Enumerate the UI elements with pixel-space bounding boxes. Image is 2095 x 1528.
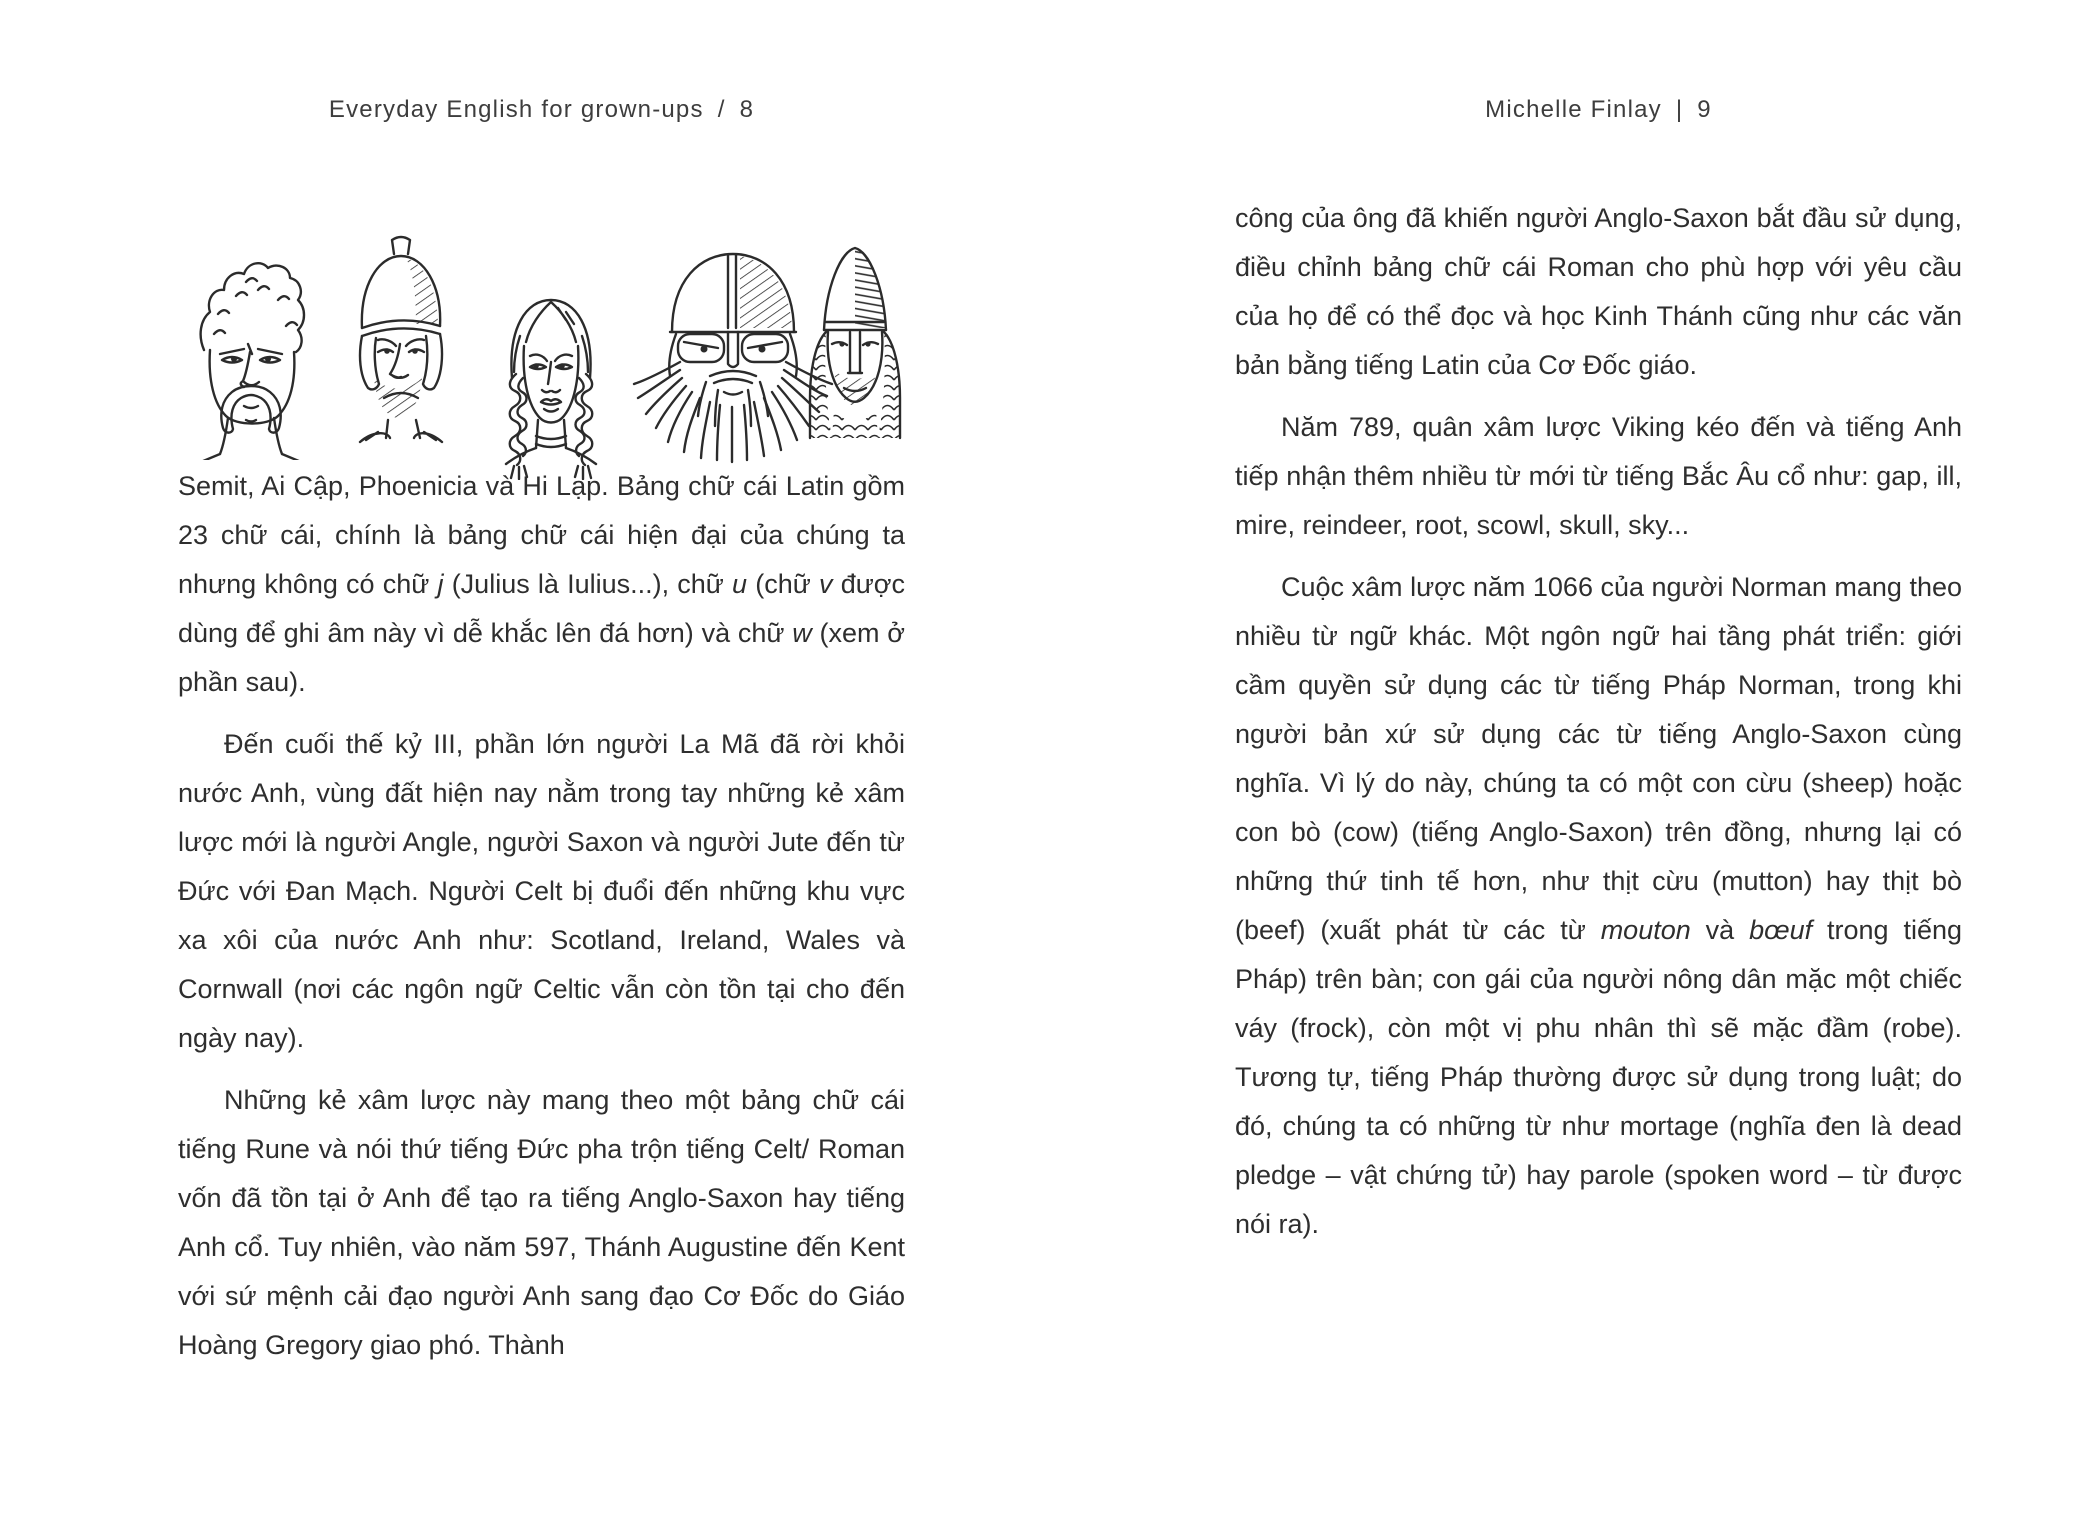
paragraph: Những kẻ xâm lược này mang theo một bảng chữ cái tiếng Rune và nói thứ tiếng Đức pha trộn tiếng Celt/ Roman vốn đã tồn tại ở Anh để tạo ra tiếng Anglo-Saxon hay tiếng Anh cổ. Tuy nhiên, vào năm 597, Thánh Augustine đến Kent với sứ mệnh cải đạo người Anh sang đạo Cơ Đốc do Giáo Hoàng Gregory giao phó. Thành — [178, 1085, 905, 1360]
paragraph: Cuộc xâm lược năm 1066 của người Norman mang theo nhiều từ ngữ khác. Một ngôn ngữ hai tầng phát triển: giới cầm quyền sử dụng các từ tiếng Pháp Norman, trong khi người bản xứ sử dụng các từ tiếng Anglo-Saxon cùng nghĩa. Vì lý do này, chúng ta có một con cừu (sheep) hoặc con bò (cow) (tiếng Anglo-Saxon) trên đồng, nhưng lại có những thứ tinh tế hơn, như thịt cừu (mutton) hay thịt bò (beef) (xuất phát từ các từ mouton và bœuf trong tiếng Pháp) trên bàn; con gái của người nông dân mặc một chiếc váy (frock), còn một vị phu nhân thì sẽ mặc đầm (robe). Tương tự, tiếng Pháp thường được sử dụng trong luật; do đó, chúng ta có những từ như mortage (nghĩa đen là dead pledge – vật chứng tử) hay parole (spoken word – từ được nói ra). — [1235, 572, 1962, 1239]
right-page — [1235, 0, 1962, 1528]
saxon-woman-braids-head-icon — [486, 256, 616, 480]
norman-conical-helmet-mail-head-icon — [790, 232, 920, 454]
page-number-left: 8 — [739, 96, 755, 123]
paragraph: Năm 789, quân xâm lược Viking kéo đến và tiếng Anh tiếp nhận thêm nhiều từ mới từ tiếng Bắc Âu cổ như: gap, ill, mire, reindeer, root, scowl, skull, sky... — [1235, 412, 1962, 540]
roman-soldier-helmet-head-icon — [330, 228, 472, 444]
left-body-text — [178, 462, 905, 1383]
paragraph: Semit, Ai Cập, Phoenicia và Hi Lạp. Bảng chữ cái Latin gồm 23 chữ cái, chính là bảng chữ cái hiện đại của chúng ta nhưng không có chữ j (Julius là Iulius...), chữ u (chữ v được dùng để ghi âm này vì dễ khắc lên đá hơn) và chữ w (xem ở phần sau). — [178, 471, 905, 697]
header-separator: / — [717, 96, 726, 123]
five-heads-illustration — [178, 226, 905, 480]
right-body-text — [1235, 194, 1962, 1262]
author-name: Michelle Finlay — [1485, 96, 1662, 123]
left-page — [178, 0, 905, 1528]
book-title: Everyday English for grown-ups — [328, 96, 704, 123]
celt-curly-hair-head-icon — [184, 248, 318, 460]
running-header-right — [1235, 96, 1962, 124]
paragraph: công của ông đã khiến người Anglo-Saxon bắt đầu sử dụng, điều chỉnh bảng chữ cái Roman cho phù hợp với yêu cầu của họ để có thể đọc và học Kinh Thánh cũng như các văn bản bằng tiếng Latin của Cơ Đốc giáo. — [1235, 203, 1962, 380]
paragraph: Đến cuối thế kỷ III, phần lớn người La Mã đã rời khỏi nước Anh, vùng đất hiện nay nằm trong tay những kẻ xâm lược mới là người Angle, người Saxon và người Jute đến từ Đức với Đan Mạch. Người Celt bị đuổi đến những khu vực xa xôi của nước Anh như: Scotland, Ireland, Wales và Cornwall (nơi các ngôn ngữ Celtic vẫn còn tồn tại cho đến ngày nay). — [178, 729, 905, 1053]
running-header-left — [178, 96, 905, 124]
page-number-right: 9 — [1697, 96, 1712, 123]
header-separator: | — [1675, 96, 1684, 123]
